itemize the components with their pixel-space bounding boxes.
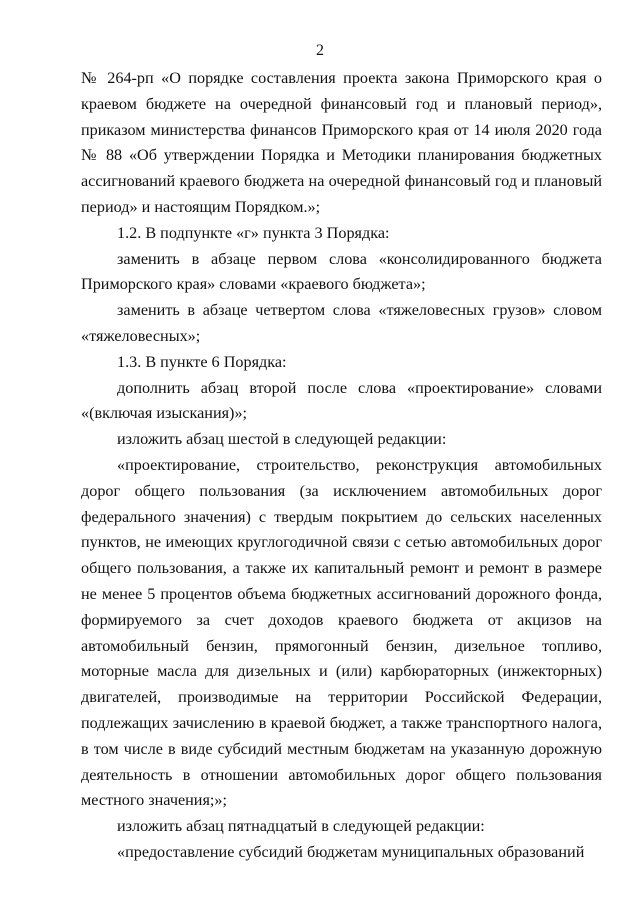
page-number: 2 (316, 42, 324, 59)
paragraph-replace-first: заменить в абзаце первом слова «консолидированного бюджета Приморского края» словами «краевого бюджета»; (81, 249, 602, 294)
paragraph-continuation: № 264-рп «О порядке составления проекта закона Приморского края о краевом бюджете на очередной финансовый год и плановый период», приказом министерства финансов Приморского края от 14 июля 2020 года № 88 «Об утверждении Порядка и Методики планирования бюджетных ассигнований краевого бюджета на очередной финансовый год и плановый период» и настоящим Порядком.»; (81, 69, 602, 216)
paragraph-item-1-3: 1.3. В пункте 6 Порядка: (117, 352, 287, 371)
paragraph-replace-fourth: заменить в абзаце четвертом слова «тяжеловесных грузов» словом «тяжеловесных»; (81, 301, 602, 345)
paragraph-sixth-heading: изложить абзац шестой в следующей редакции: (117, 430, 447, 449)
paragraph-add-second: дополнить абзац второй после слова «проектирование» словами «(включая изыскания)»; (81, 378, 602, 423)
paragraph-fifteenth-heading: изложить абзац пятнадцатый в следующей редакции: (117, 817, 485, 836)
paragraph-fifteenth-text: «предоставление субсидий бюджетам муниципальных образований (117, 842, 585, 861)
paragraph-item-1-2: 1.2. В подпункте «г» пункта 3 Порядка: (117, 223, 390, 242)
document-body (81, 66, 602, 866)
paragraph-sixth-text: «проектирование, строительство, реконструкция автомобильных дорог общего пользования (за исключением автомобильных дорог федерального значения) с твердым покрытием до сельских населенных пунктов, не имеющих круглогодичной связи с сетью автомобильных дорог общего пользования, а также их капитальный ремонт и ремонт в размере не менее 5 процентов объема бюджетных ассигнований дорожного фонда, формируемого за счет доходов краевого бюджета от акцизов на автомобильный бензин, прямогонный бензин, дизельное топливо, моторные масла для дизельных и (или) карбюраторных (инжекторных) двигателей, производимые на территории Российской Федерации, подлежащих зачислению в краевой бюджет, а также транспортного налога, в том числе в виде субсидий местным бюджетам на указанную дорожную деятельность в отношении автомобильных дорог общего пользования местного значения;»; (81, 455, 602, 810)
